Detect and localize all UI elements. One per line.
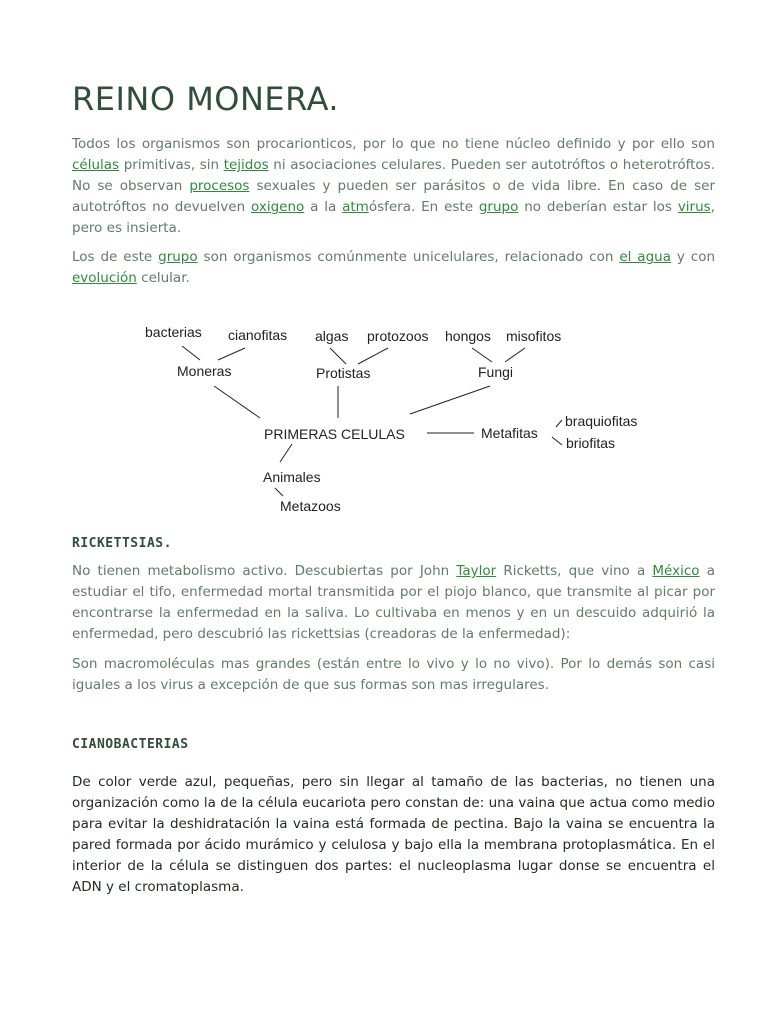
text-run: Los de este xyxy=(72,249,159,265)
text-run: son organismos comúnmente unicelulares, relacionado con xyxy=(197,249,620,265)
intro-paragraph-2 xyxy=(72,247,715,289)
label-protozoos: protozoos xyxy=(367,328,429,344)
label-metafitas: Metafitas xyxy=(481,425,538,441)
section-heading-rickettsias: RICKETTSIAS. xyxy=(72,536,172,551)
inline-link[interactable]: México xyxy=(652,563,700,579)
label-cianofitas: cianofitas xyxy=(228,327,288,343)
text-run: ósfera. En este xyxy=(368,199,479,215)
connector xyxy=(182,346,200,360)
label-braquiofitas: braquiofitas xyxy=(565,413,638,429)
label-hongos: hongos xyxy=(445,328,491,344)
section-heading-cianobacterias: CIANOBACTERIAS xyxy=(72,737,189,752)
text-run: , pero es insierta. xyxy=(72,199,715,236)
inline-link[interactable]: oxigeno xyxy=(250,199,305,215)
connector xyxy=(275,488,283,496)
text-run: y con xyxy=(670,249,716,265)
label-protistas: Protistas xyxy=(316,365,371,381)
text-run: no deberían estar los xyxy=(518,199,678,215)
kingdom-diagram xyxy=(0,310,768,530)
label-misofitos: misofitos xyxy=(506,328,562,344)
inline-link[interactable]: virus xyxy=(677,199,711,215)
connector xyxy=(556,420,562,427)
text-run: a la xyxy=(304,199,343,215)
inline-link[interactable]: procesos xyxy=(189,178,250,194)
connector xyxy=(410,386,490,414)
text-run: Todos los organismos son procarionticos, por lo que no tiene núcleo definido y por ello son xyxy=(72,136,715,152)
label-briofitas: briofitas xyxy=(566,435,616,451)
text-run: No tienen metabolismo activo. Descubiertas por John xyxy=(72,563,457,579)
rickettsias-paragraph-2: Son macromoléculas mas grandes (están entre lo vivo y lo no vivo). Por lo demás son casi iguales a los virus a excepción de que sus formas son mas irregulares. xyxy=(72,656,715,693)
inline-link[interactable]: tejidos xyxy=(223,157,269,173)
inline-link[interactable]: grupo xyxy=(478,199,519,215)
inline-link[interactable]: evolución xyxy=(72,270,137,286)
label-algas: algas xyxy=(315,328,349,344)
label-bacterias: bacterias xyxy=(145,324,202,340)
intro-paragraph xyxy=(72,134,715,239)
inline-link[interactable]: Taylor xyxy=(456,563,497,579)
label-metazoos: Metazoos xyxy=(280,498,341,514)
label-fungi: Fungi xyxy=(478,364,514,380)
label-moneras: Moneras xyxy=(177,363,232,379)
connector xyxy=(214,386,260,418)
connector xyxy=(280,444,292,462)
connector xyxy=(472,348,492,362)
text-run: celular. xyxy=(136,270,190,286)
text-run: sexuales y pueden ser parásitos o de vida libre. En caso de ser autotróftos no devuelven xyxy=(72,178,715,215)
connector xyxy=(505,348,525,362)
page-title: REINO MONERA. xyxy=(72,80,340,118)
label-primeras-celulas: PRIMERAS CELULAS xyxy=(264,426,405,442)
text-run: Ricketts, que vino a xyxy=(496,563,653,579)
connector xyxy=(330,348,346,364)
inline-link[interactable]: grupo xyxy=(158,249,198,265)
rickettsias-paragraph xyxy=(72,561,715,645)
text-run: primitivas, sin xyxy=(119,157,224,173)
text-run: ni asociaciones celulares. Pueden ser autotróftos o heterotróftos. No se observan xyxy=(72,157,715,194)
inline-link[interactable]: células xyxy=(72,157,120,173)
text-run: a estudiar el tifo, enfermedad mortal transmitida por el piojo blanco, que transmite al picar por encontrarse la enfermedad en la saliva. Lo cultivaba en menos y en un descuido adquirió la enfermedad, pero descubrió las rickettsias (creadoras de la enfermedad): xyxy=(72,563,715,642)
inline-link[interactable]: el agua xyxy=(619,249,671,265)
connector xyxy=(218,348,245,360)
connector xyxy=(358,348,388,364)
label-animales: Animales xyxy=(263,469,321,485)
inline-link[interactable]: atm xyxy=(342,199,369,215)
connector xyxy=(552,437,562,445)
cianobacterias-paragraph: De color verde azul, pequeñas, pero sin llegar al tamaño de las bacterias, no tienen una organización como la de la célula eucariota pero constan de: una vaina que actua como medio para evitar la deshidratación la vaina está formada de pectina. Bajo la vaina se encuentra la pared formada por ácido murámico y celulosa y bajo ella la membrana protoplasmática. En el interior de la célula se distinguen dos partes: el nucleoplasma lugar donse se encuentra el ADN y el cromatoplasma. xyxy=(72,774,715,895)
